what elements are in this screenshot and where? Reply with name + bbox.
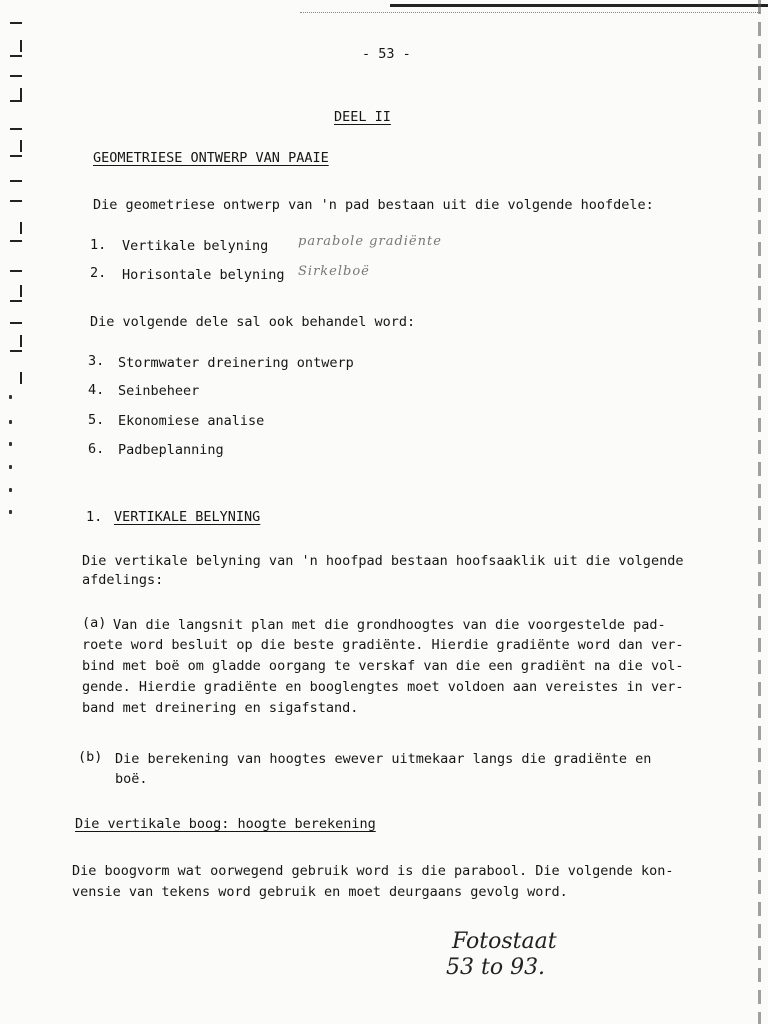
list-item: Stormwater dreinering ontwerp: [118, 355, 354, 371]
subsection-title: VERTIKALE BELYNING: [114, 509, 261, 525]
subheading-vertical-curve: Die vertikale boog: hoogte berekening: [75, 816, 376, 832]
list-item: Ekonomiese analise: [118, 413, 265, 429]
paragraph-line: vensie van tekens word gebruik en moet deurgaans gevolg word.: [72, 884, 568, 900]
list-item-number: 2.: [90, 265, 107, 281]
item-b-label: (b): [78, 749, 103, 765]
list-item-number: 5.: [88, 412, 105, 428]
handwritten-note-fotostaat: Fotostaat: [452, 929, 557, 954]
list-item-number: 6.: [88, 441, 105, 457]
item-b-line: boë.: [115, 771, 148, 787]
part-title: DEEL II: [334, 109, 391, 125]
paragraph-line: Die vertikale belyning van 'n hoofpad bestaan hoofsaaklik uit die volgende: [82, 553, 684, 569]
item-a-line: Van die langsnit plan met die grondhoogtes van die voorgestelde pad-: [113, 617, 666, 633]
list-item-number: 3.: [88, 353, 105, 369]
handwritten-note: parabole gradiënte: [298, 234, 442, 249]
scan-right-edge: [758, 0, 761, 1024]
item-a-label: (a): [82, 615, 107, 631]
intro-text: Die geometriese ontwerp van 'n pad bestaan uit die volgende hoofdele:: [93, 197, 654, 213]
item-b-line: Die berekening van hoogtes ewever uitmekaar langs die gradiënte en: [115, 751, 652, 767]
item-a-line: roete word besluit op die beste gradiënte. Hierdie gradiënte word dan ver-: [82, 637, 684, 653]
handwritten-note: Sirkelboë: [298, 264, 370, 279]
list-item: Horisontale belyning: [122, 267, 285, 283]
list-item-number: 1.: [90, 237, 107, 253]
subsection-number: 1.: [86, 509, 103, 525]
section-heading: GEOMETRIESE ONTWERP VAN PAAIE: [93, 150, 329, 166]
list-item: Padbeplanning: [118, 442, 224, 458]
also-intro-text: Die volgende dele sal ook behandel word:: [90, 314, 416, 330]
list-item: Vertikale belyning: [122, 238, 269, 254]
paragraph-line: Die boogvorm wat oorwegend gebruik word is die parabool. Die volgende kon-: [72, 863, 674, 879]
page-number: - 53 -: [362, 46, 411, 62]
paragraph-line: afdelings:: [82, 572, 164, 588]
item-a-line: bind met boë om gladde oorgang te verskaf van die een gradiënt na die vol-: [82, 658, 684, 674]
item-a-line: gende. Hierdie gradiënte en booglengtes moet voldoen aan vereistes in ver-: [82, 679, 684, 695]
list-item: Seinbeheer: [118, 383, 200, 399]
scan-edge-line: [390, 4, 768, 7]
item-a-line: band met dreinering en sigafstand.: [82, 700, 359, 716]
handwritten-note-pages: 53 to 93.: [446, 955, 546, 980]
list-item-number: 4.: [88, 382, 105, 398]
scan-edge-dotted-line: [300, 12, 760, 14]
